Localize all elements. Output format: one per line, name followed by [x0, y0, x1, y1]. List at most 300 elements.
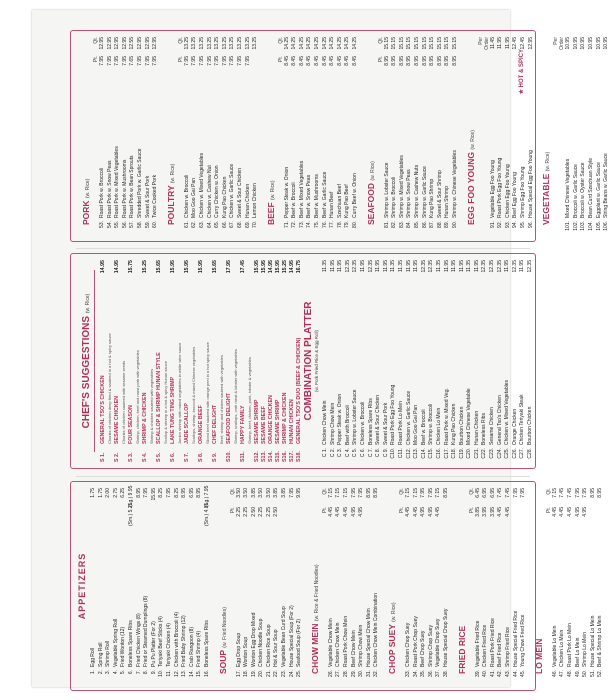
combo-item-price: 12.35 — [527, 260, 534, 273]
menu-item-number: 50. — [582, 670, 589, 677]
price-header-small — [478, 56, 490, 75]
menu-item-number: 55. — [114, 221, 121, 228]
menu-item-price-small — [181, 507, 189, 526]
menu-item-number: 65. — [214, 221, 221, 228]
menu-item-row — [236, 488, 244, 684]
menu-item-price-large: 3.50 — [243, 488, 250, 498]
chef-item-description: Scallop & shrimp in a hot & spicy Hunan sauce — [163, 361, 168, 444]
menu-item-price-small: 4.45 — [343, 507, 350, 517]
price-header-large: Per Order — [477, 37, 490, 50]
chef-item-number: S18. — [296, 451, 302, 462]
menu-item-price-large: 6.45 — [474, 488, 481, 498]
menu-item-price-small — [143, 507, 151, 526]
combo-item-row — [459, 260, 467, 462]
menu-item-price-small: 7.95 — [114, 56, 121, 66]
chef-suggestion-row — [289, 260, 296, 462]
menu-item-price-small — [296, 507, 304, 526]
combo-item-price: 11.95 — [329, 260, 336, 273]
menu-item-name: Hot & Sour Soup — [273, 629, 280, 667]
menu-item-price-small — [443, 507, 451, 526]
menu-item-name: Kung Pao Shrimp — [429, 178, 436, 218]
menu-item-price-large: 12.45 — [519, 37, 526, 50]
menu-item-name: Vegetable Chop Suey — [435, 618, 442, 667]
menu-item-price-large: 13.25 — [229, 37, 236, 50]
menu-item-row — [575, 488, 583, 684]
combo-item-name: Roast Pork w. Mixed Veg. — [443, 388, 450, 445]
chef-item-description: Sliced beef sauteed with orange peel in a hot spicy sauce — [205, 342, 210, 444]
menu-item-price-small: 7.95 — [106, 56, 113, 66]
menu-item-row — [229, 37, 237, 235]
menu-item-price-small — [373, 507, 381, 526]
menu-item-name: House Special Egg Foo Young — [527, 150, 534, 218]
combo-item-row — [383, 260, 391, 462]
menu-item-name: String Beans w. Garlic Sauce — [603, 153, 610, 218]
section-title-lomein — [534, 488, 544, 674]
menu-item-price-small: 4.45 — [504, 507, 511, 517]
combo-item-row — [512, 260, 520, 462]
chef-suggestion-row — [142, 260, 149, 462]
chef-item-number: S 4. — [142, 452, 148, 462]
combo-item-price: 12.35 — [511, 260, 518, 273]
combo-item-name: Kung Pao Chicken — [451, 403, 458, 445]
menu-item-number: 30. — [358, 670, 365, 677]
combo-item-number: C18. — [451, 448, 458, 459]
section-title-note: (w. Rice) — [545, 151, 552, 172]
menu-item-number: 40. — [482, 670, 489, 677]
menu-item-number: 33. — [405, 670, 411, 677]
menu-item-number: 86. — [421, 221, 428, 228]
menu-item-price-large: 8.25 — [173, 488, 180, 498]
menu-item-number: 48. — [566, 670, 573, 677]
combo-item-name: Orange Chicken — [511, 408, 518, 445]
menu-item-price-large: 13.25 — [252, 37, 259, 50]
menu-item-name: Fried Shrimp (4) — [196, 630, 203, 667]
chef-item-name: SESAME BEEF — [261, 406, 267, 444]
section-title-label: PORK — [81, 200, 91, 225]
combo-item-price: 12.35 — [489, 260, 496, 273]
menu-item-price-small — [590, 507, 598, 526]
combo-item-price: 11.95 — [375, 260, 382, 273]
menu-item-row — [129, 37, 137, 235]
combo-item-number: C24. — [496, 448, 503, 459]
menu-item-row — [99, 37, 107, 235]
combo-item-number: C 3. — [337, 448, 344, 458]
chef-item-number: S 7. — [184, 452, 190, 462]
menu-item-name: Chicken Lo Mein — [559, 629, 566, 667]
menu-item-name: Fried or Steamed Dumplings (8) — [143, 595, 150, 667]
combo-item-row — [527, 260, 535, 462]
menu-item-price-small: 8.95 — [444, 56, 451, 66]
menu-item-price-small: 3.95 — [482, 507, 489, 517]
combo-item-row — [466, 260, 474, 462]
menu-item-price-large: 1.75 — [97, 488, 104, 498]
menu-item-row — [580, 37, 588, 235]
menu-item-number: 91. — [489, 221, 496, 228]
menu-item-number: 53. — [99, 221, 105, 228]
combo-item-row — [444, 260, 452, 462]
menu-item-name: Shrimp w. Chinese Vegetables — [451, 150, 458, 218]
menu-item-price-small: 8.45 — [306, 56, 313, 66]
combo-item-number: C27. — [519, 448, 526, 459]
price-header-large: Qt. — [277, 37, 284, 44]
menu-item-number: 51. — [589, 670, 596, 677]
menu-item-price-large: 14.25 — [306, 37, 313, 50]
menu-item-number: 10. — [158, 670, 165, 677]
menu-item-price-small: 4.95 — [582, 507, 589, 517]
menu-item-row — [266, 488, 274, 684]
menu-item-price-small: 2.25 — [265, 507, 272, 517]
combo-item-price: 12.35 — [344, 260, 351, 273]
menu-item-number: 106. — [603, 221, 610, 231]
combo-item-row — [330, 260, 338, 462]
menu-item-price-small: (Sm.) 5.25 — [127, 502, 134, 526]
menu-item-name: Lemon Chicken — [252, 183, 259, 218]
menu-item-name: Chicken Chow Mein — [335, 622, 342, 667]
menu-item-number: 88. — [436, 221, 443, 228]
chefs-underline — [94, 270, 95, 452]
menu-item-price-small: 4.45 — [405, 507, 411, 517]
menu-item-price-large: 15.95 — [150, 488, 157, 501]
menu-item-price-large: 6.95 — [482, 488, 489, 498]
combo-item-number: C 2. — [329, 448, 336, 458]
menu-item-name: Chicken Egg Foo Young — [504, 164, 511, 218]
menu-item-name: Sweet & Sour Pork — [144, 175, 151, 218]
menu-item-price-large: 7.15 — [412, 488, 419, 498]
menu-item-price-small: 7.95 — [198, 56, 205, 66]
menu-item-row — [343, 488, 351, 684]
menu-item-price-small: 8.45 — [291, 56, 298, 66]
menu-item-name: Shrimp Chow Mein — [358, 624, 365, 667]
combo-item-name: Bourbon Chicken — [458, 406, 465, 445]
menu-item-price-large: 7.95 — [427, 488, 434, 498]
menu-item-name: Moo Goo Gai Pan — [191, 177, 198, 218]
menu-item-price-small: 8.45 — [321, 56, 328, 66]
menu-item-name: Hunan Beef — [329, 191, 336, 218]
chef-item-number: S 2. — [114, 452, 120, 462]
price-header-large: Qt. — [399, 488, 405, 495]
menu-item-number: 69. — [244, 221, 251, 228]
menu-item-row — [306, 37, 314, 235]
menu-item-name: Vegetable Lo Mein — [551, 625, 558, 667]
menu-item-row — [437, 37, 445, 235]
chef-suggestion-row — [268, 260, 275, 462]
panel-divider — [76, 476, 530, 477]
chef-item-name: SESAME CHICKEN — [114, 396, 120, 444]
combo-item-name: Shrimp Chow Mein — [329, 402, 336, 445]
combo-item-row — [519, 260, 527, 462]
combo-item-number: C26. — [511, 448, 518, 459]
chef-item-price: 17.95 — [226, 260, 232, 274]
menu-item-price-small — [490, 56, 498, 75]
menu-item-number: 82. — [391, 221, 398, 228]
menu-item-row — [184, 37, 192, 235]
menu-item-number: 78. — [336, 221, 343, 228]
chef-item-price: 15.95 — [198, 260, 204, 274]
menu-item-price-small: 8.45 — [336, 56, 343, 66]
combo-item-name: Chicken Lo Mein — [435, 407, 442, 445]
menu-item-number: 25. — [296, 670, 303, 677]
menu-item-number: 81. — [383, 221, 390, 228]
menu-item-price-large: 13.25 — [191, 37, 198, 50]
menu-item-number: 22. — [273, 670, 280, 677]
menu-item-price-large: 8.95 — [589, 488, 596, 498]
menu-item-number: 18. — [243, 670, 250, 677]
menu-item-number: 67. — [229, 221, 236, 228]
menu-item-price-small: 7.65 — [129, 56, 136, 66]
menu-item-row — [189, 488, 197, 684]
menu-item-price-large: 13.25 — [206, 37, 213, 50]
chef-item-description: Shrimp & chicken sauteed with vegetables — [149, 368, 154, 444]
chef-item-name: HAPPY FAMILY — [240, 405, 246, 444]
menu-item-price-small — [588, 56, 596, 75]
combo-item-price: 11.95 — [359, 260, 366, 273]
left-menu-panel — [70, 481, 604, 691]
menu-item-name: Shrimp Chop Suey — [427, 625, 434, 667]
menu-item-price-small: 4.95 — [420, 507, 427, 517]
menu-item-row — [490, 488, 498, 684]
combo-item-name: Sweet & Sour Chicken — [375, 394, 382, 445]
menu-item-price-large: (Lg.) 9.95 — [127, 485, 134, 507]
menu-item-name: Shrimp w. Garlic Sauce — [421, 166, 428, 218]
menu-item-name: Roast Pork Chow Mein — [343, 615, 350, 667]
section-title-seafood — [366, 37, 376, 225]
combo-item-price: 11.95 — [473, 260, 480, 273]
menu-item-number: 8. — [143, 670, 150, 675]
menu-item-price-small: 7.95 — [191, 56, 198, 66]
chefs-suggestions-title — [81, 260, 92, 462]
price-header-small: Pt. — [321, 507, 328, 514]
combo-item-number: C23. — [489, 448, 496, 459]
menu-item-number: 34. — [412, 670, 419, 677]
section-title-label: SEAFOOD — [365, 182, 376, 225]
menu-item-name: Young Chow Fried Rice — [520, 614, 527, 667]
menu-item-name: Egg Roll — [90, 648, 96, 667]
chef-item-number: S 8. — [198, 452, 204, 462]
menu-item-name: Beef & Shrimp Lo Mein — [597, 615, 604, 667]
chef-item-name: LAKE TUNG TING SHRIMP — [170, 376, 176, 444]
section-title-note: (w. Rice) — [369, 161, 376, 181]
menu-item-price-large: 14.25 — [352, 37, 359, 50]
menu-item-name: Beef w. Snow Peas — [306, 174, 313, 218]
menu-item-row — [428, 488, 436, 684]
price-header-small: Pt. — [545, 507, 552, 514]
menu-item-price-large: 7.15 — [343, 488, 350, 498]
menu-item-row — [588, 37, 596, 235]
menu-item-number: 4. — [112, 670, 119, 675]
chef-item-name: SEAFOOD DELIGHT — [226, 393, 232, 444]
menu-item-row — [137, 37, 145, 235]
combo-item-name: Sesame Chicken — [489, 407, 496, 445]
chef-item-name: JADE SCALLOP — [184, 403, 190, 444]
menu-item-row — [289, 488, 297, 684]
combo-item-name: Boneless Spare Ribs — [367, 398, 374, 445]
menu-item-row — [191, 37, 199, 235]
menu-item-row — [335, 488, 343, 684]
menu-item-name: Pu Pu Platter (For 2) — [150, 621, 157, 667]
menu-item-name: Szechuan Beef — [336, 184, 343, 218]
menu-item-row — [284, 37, 292, 235]
menu-item-price-small — [520, 507, 528, 526]
section-title-label: SOUP — [217, 650, 228, 674]
menu-item-price-large: 12.95 — [144, 37, 151, 50]
menu-item-name: Wonton Egg Drop Mixed — [250, 612, 257, 667]
section-title-chopsuey — [387, 488, 397, 674]
menu-item-price-small — [497, 56, 505, 75]
section-title-label: VEGETABLE — [541, 173, 552, 225]
menu-item-price-small: 4.95 — [358, 507, 365, 517]
price-header-large: Qt. — [93, 37, 99, 44]
menu-item-price-large: 3.50 — [258, 488, 265, 498]
combo-item-number: C 9. — [382, 448, 389, 458]
section-title-poultry — [166, 37, 176, 225]
menu-item-name: Roast Pork Egg Foo Young — [497, 157, 504, 218]
menu-item-price-small: 4.95 — [427, 507, 434, 517]
combo-item-name: Boneless Ribs — [481, 413, 488, 445]
combo-item-row — [360, 260, 368, 462]
menu-item-name: Chicken w. Mixed Vegetables — [198, 152, 205, 218]
chef-item-description: Shrimp, scallops, crab meat & lobster with vegetables — [233, 349, 238, 444]
combo-item-row — [428, 260, 436, 462]
menu-item-price-small — [513, 507, 521, 526]
menu-item-price-small: 7.95 — [221, 56, 228, 66]
combo-item-price: 11.95 — [382, 260, 389, 273]
combo-item-number: C25. — [504, 448, 511, 459]
menu-item-price-small: (Sm.) 4.85 — [203, 502, 210, 526]
middle-menu-panel — [70, 253, 536, 469]
menu-item-row — [145, 37, 153, 235]
combo-item-number: C13. — [413, 448, 420, 459]
menu-item-name: Shrimp w. Mixed Vegetables — [398, 155, 405, 218]
menu-item-row — [482, 488, 490, 684]
menu-item-price-small: 8.95 — [414, 56, 420, 66]
menu-item-name: Chicken Chow Mein Combination — [373, 593, 380, 667]
combo-item-number: C 1. — [322, 448, 328, 458]
chef-item-description: Jumbo shrimp with mixed vegetables in white wine sauce — [177, 342, 182, 444]
menu-item-row — [603, 37, 611, 235]
menu-item-name: Beef w. Mushrooms — [314, 174, 321, 218]
price-header-large: Qt. — [468, 488, 475, 495]
combo-item-price: 11.95 — [443, 260, 450, 273]
price-header-small — [553, 56, 565, 75]
chef-item-price: 15.65 — [156, 260, 162, 274]
menu-item-price-small: 8.95 — [398, 56, 405, 66]
menu-item-name: Fried Baby Shrimp (12) — [181, 615, 188, 667]
menu-item-row — [373, 488, 381, 684]
combo-item-row — [390, 260, 398, 462]
menu-item-number: 45. — [520, 670, 527, 677]
chef-item-name: SCALLOP & SHRIMP HUNAN STYLE — [156, 352, 162, 444]
chef-item-name: ORANGE CHICKEN — [268, 395, 274, 444]
chef-item-name: HUNAN CHICKEN — [289, 399, 295, 444]
menu-item-price-large: (Lg.) 7.95 — [203, 485, 210, 507]
combo-item-price: 11.95 — [504, 260, 511, 273]
menu-item-row — [98, 488, 106, 684]
menu-item-price-large: 11.95 — [497, 37, 504, 50]
menu-item-price-large: 12.95 — [99, 37, 105, 50]
chef-item-number: S15. — [275, 451, 281, 462]
menu-item-price-large: 7.15 — [405, 488, 411, 498]
menu-item-price-large: 8.95 — [181, 488, 188, 498]
combo-item-name: Shrimp w. Lobster Sauce — [352, 389, 359, 445]
menu-item-price-large: 2.00 — [105, 488, 112, 498]
menu-item-number: 105. — [595, 221, 602, 231]
combo-item-number: C20. — [466, 448, 473, 459]
menu-item-number: 29. — [350, 670, 357, 677]
menu-item-price-small — [505, 56, 513, 75]
chef-item-price: 15.95 — [184, 260, 190, 274]
menu-item-row — [520, 488, 528, 684]
combo-item-name: Moo Goo Gai Pan — [413, 404, 420, 445]
menu-item-row — [490, 37, 498, 235]
menu-item-name: Roast Pork Chop Suey — [412, 616, 419, 667]
appetizers-title: APPETIZERS — [77, 552, 87, 620]
chef-suggestion-row — [212, 260, 219, 462]
chef-item-description: Scallops, shrimp, broccoli & mixed Chinese vegetables — [191, 346, 196, 444]
menu-item-price-large: 13.25 — [198, 37, 205, 50]
menu-item-name: House Special Chow Mein — [365, 608, 372, 667]
menu-item-row — [559, 488, 567, 684]
section-title-beef — [266, 37, 276, 225]
menu-item-price-large: 7.95 — [420, 488, 427, 498]
menu-item-name: House Special Soup (For 2) — [288, 605, 295, 667]
menu-item-number: 7. — [135, 670, 142, 675]
menu-item-number: 64. — [206, 221, 213, 228]
menu-item-number: 66. — [221, 221, 228, 228]
chef-suggestion-row — [156, 260, 163, 462]
section-title-note: (w. Rice) — [85, 178, 91, 199]
menu-item-number: 16. — [203, 670, 210, 677]
menu-paper — [32, 10, 610, 687]
menu-item-price-small — [113, 507, 121, 526]
menu-item-name: Beef Egg Foo Young — [512, 172, 519, 218]
menu-item-price-large: 7.95 — [143, 488, 150, 498]
menu-item-row — [299, 37, 307, 235]
combo-item-row — [413, 260, 421, 462]
hot-spicy-label: HOT & SPICY — [519, 49, 525, 88]
menu-item-price-large: 7.45 — [559, 488, 566, 498]
menu-item-row — [181, 488, 189, 684]
combo-item-row — [489, 260, 497, 462]
menu-item-price-small — [596, 56, 604, 75]
menu-item-name: Shrimp Egg Foo Young — [519, 166, 526, 218]
menu-item-price-small: 4.45 — [335, 507, 342, 517]
section-title-soup — [218, 488, 228, 674]
menu-item-price-large: 15.15 — [398, 37, 405, 50]
chef-suggestion-row — [170, 260, 177, 462]
menu-item-number: 103. — [580, 221, 587, 231]
menu-item-number: 39. — [474, 670, 481, 677]
menu-item-name: Shrimp w. Lobster Sauce — [383, 162, 390, 218]
menu-item-row — [258, 488, 266, 684]
menu-item-row — [122, 37, 130, 235]
menu-item-price-large: 8.95 — [442, 488, 449, 498]
menu-item-price-large: 12.45 — [512, 37, 519, 50]
menu-item-price-small: 8.95 — [436, 56, 443, 66]
menu-item-price-small: 7.95 — [183, 56, 190, 66]
menu-item-price-small — [174, 507, 182, 526]
menu-item-price-small: 7.95 — [136, 56, 143, 66]
section-title-note: (w. Fried Noodles) — [221, 607, 228, 648]
menu-item-price-large: 7.15 — [335, 488, 342, 498]
chef-suggestion-row — [128, 260, 135, 462]
menu-item-row — [582, 488, 590, 684]
menu-item-number: 72. — [291, 221, 298, 228]
combo-item-name: Sweet & Sour Pork — [382, 402, 389, 445]
price-header-large: Qt. — [545, 488, 552, 495]
menu-item-number: 77. — [329, 221, 336, 228]
menu-item-number: 79. — [344, 221, 351, 228]
menu-item-number: 3. — [105, 670, 112, 675]
